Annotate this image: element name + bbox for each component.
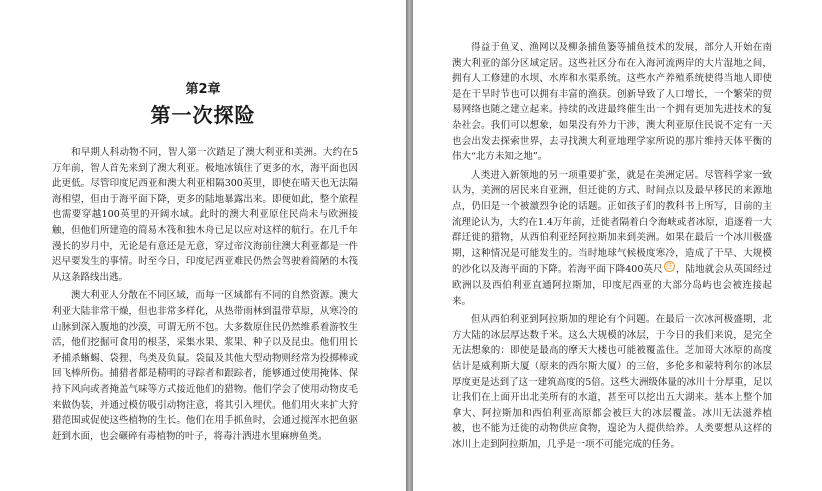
paragraph-text: 人类进入新领地的另一项重要扩张，就是在美洲定居。尽管科学家一致认为，美洲的居民来自亚洲，但迁徙的方式、时间点以及最早移民的来源地点，仍旧是一个被激烈争论的话题。正如孩子们的教科书上所写，目前的主流理论认为，大约在1.4万年前，迁徙者隔着白令海峡或者冰原，追逐着一大群迁徙的猎物，从西伯利亚经阿拉斯加来到美洲。如果在最后一个冰川极盛期，这种情况是可能发生的。当时地球气候极度寒冷，造成了干旱、大规模的沙化以及海平面的下降。若海平面下降400英尺 (452, 169, 772, 276)
footnote-marker-icon[interactable]: 注 (665, 262, 673, 271)
chapter-number: 第2章 (185, 82, 221, 97)
left-page-body (52, 145, 358, 447)
paragraph: 澳大利亚人分散在不同区域，而每一区域都有不同的自然资源。澳大利亚大陆非常干燥，但也非常多样化，从热带雨林到温带草原，从寒冷的山脉到深入腹地的沙漠，可谓无所不包。大多数原住民仍然维系着游牧生活，他们挖掘可食用的根茎，采集水果、浆果、种子以及昆虫。他们用长矛捕杀蜥蜴、袋狸、鸟类及负鼠。袋鼠及其他大型动物则经常为投掷棒或回飞棒所伤。捕猎者都是精明的寻踪者和跟踪者，能够通过使用掩体、保持下风向或者掩盖气味等方式接近他们的猎物。他们学会了使用动物皮毛来做伪装，并通过模仿吸引动物注意，将其引入埋伏。他们用火来扩大狩猎范围或促使这些植物的生长。他们在用手抓鱼时，会通过搅浑水把鱼驱赶到水面，也会碾碎有毒植物的叶子，将毒汁洒进水里麻痹鱼类。 (52, 290, 358, 442)
paragraph (452, 168, 772, 310)
chapter-title: 第一次探险 (150, 103, 256, 127)
book-spine (406, 0, 413, 491)
paragraph: 和早期人科动物不同，智人第一次踏足了澳大利亚和美洲。大约在5万年前，智人首先来到了澳大利亚。极地冰镇住了更多的水，海平面也因此更低。尽管印度尼西亚和澳大利亚相隔300英里，即使在晴天也无法隔海相望，但由于海平面下降，更多的陆地暴露出来。即便如此，整个旅程也需要穿越100英里的开阔水域。此时的澳大利亚原住民尚未与欧洲接触，但他们所建造的简易木筏和独木舟已足以应对这样的航行。在几千年漫长的岁月中，无论是有意还是无意，穿过帝汶海前往澳大利亚都是一件迟早要发生的事情。时至今日，印度尼西亚难民仍然会驾驶着简陋的木筏从这条路线出逃。 (52, 147, 358, 283)
paragraph: 得益于鱼叉、渔网以及柳条捕鱼篓等捕鱼技术的发展，部分人开始在南澳大利亚的部分区域定居。这些社区分布在入海河流两岸的大片湿地之间，拥有人工修建的水坝、水库和水渠系统。这些水产养殖系统使得当地人即使是在干旱时节也可以拥有丰富的渔获。创新导致了人口增长，一个繁荣的贸易网络也随之建立起来。持续的改进最终催生出一个拥有更加先进技术的复杂社会。我们可以想象，如果没有外力干涉，澳大利亚原住民说不定有一天也会出发去探索世界，去寻找澳大利亚地理学家所说的那片维持天体平衡的伟大“北方未知之地”。 (452, 42, 772, 163)
left-page (0, 0, 406, 491)
paragraph: 但从西伯利亚到阿拉斯加的理论有个问题。在最后一次冰河极盛期，北方大陆的冰层厚达数千米。这么大规模的冰层，于今日的我们来说，是完全无法想象的：即使是最高的摩天大楼也可能被覆盖住。芝加哥大冰原的高度估计是威利斯大厦（原来的西尔斯大厦）的三倍，多伦多和蒙特利尔的冰层厚度更是达到了这一建筑高度的5倍。这些大洲级体量的冰川十分厚重，足以让我们在上面开出北美所有的水道，甚至可以挖出五大湖来。基本上整个加拿大、阿拉斯加和西伯利亚高原都会被巨大的冰层覆盖。冰川无法滋养植被，也不能为迁徙的动物供应食物，遑论为人提供给养。人类要想从这样的冰川上走到阿拉斯加，几乎是一项不可能完成的任务。 (452, 314, 772, 450)
right-page-body (452, 40, 772, 456)
paragraph-text: ，陆地就会从英国经过欧洲以及西伯利亚直通阿拉斯加，印度尼西亚的大部分岛屿也会被连接起来。 (452, 264, 772, 307)
